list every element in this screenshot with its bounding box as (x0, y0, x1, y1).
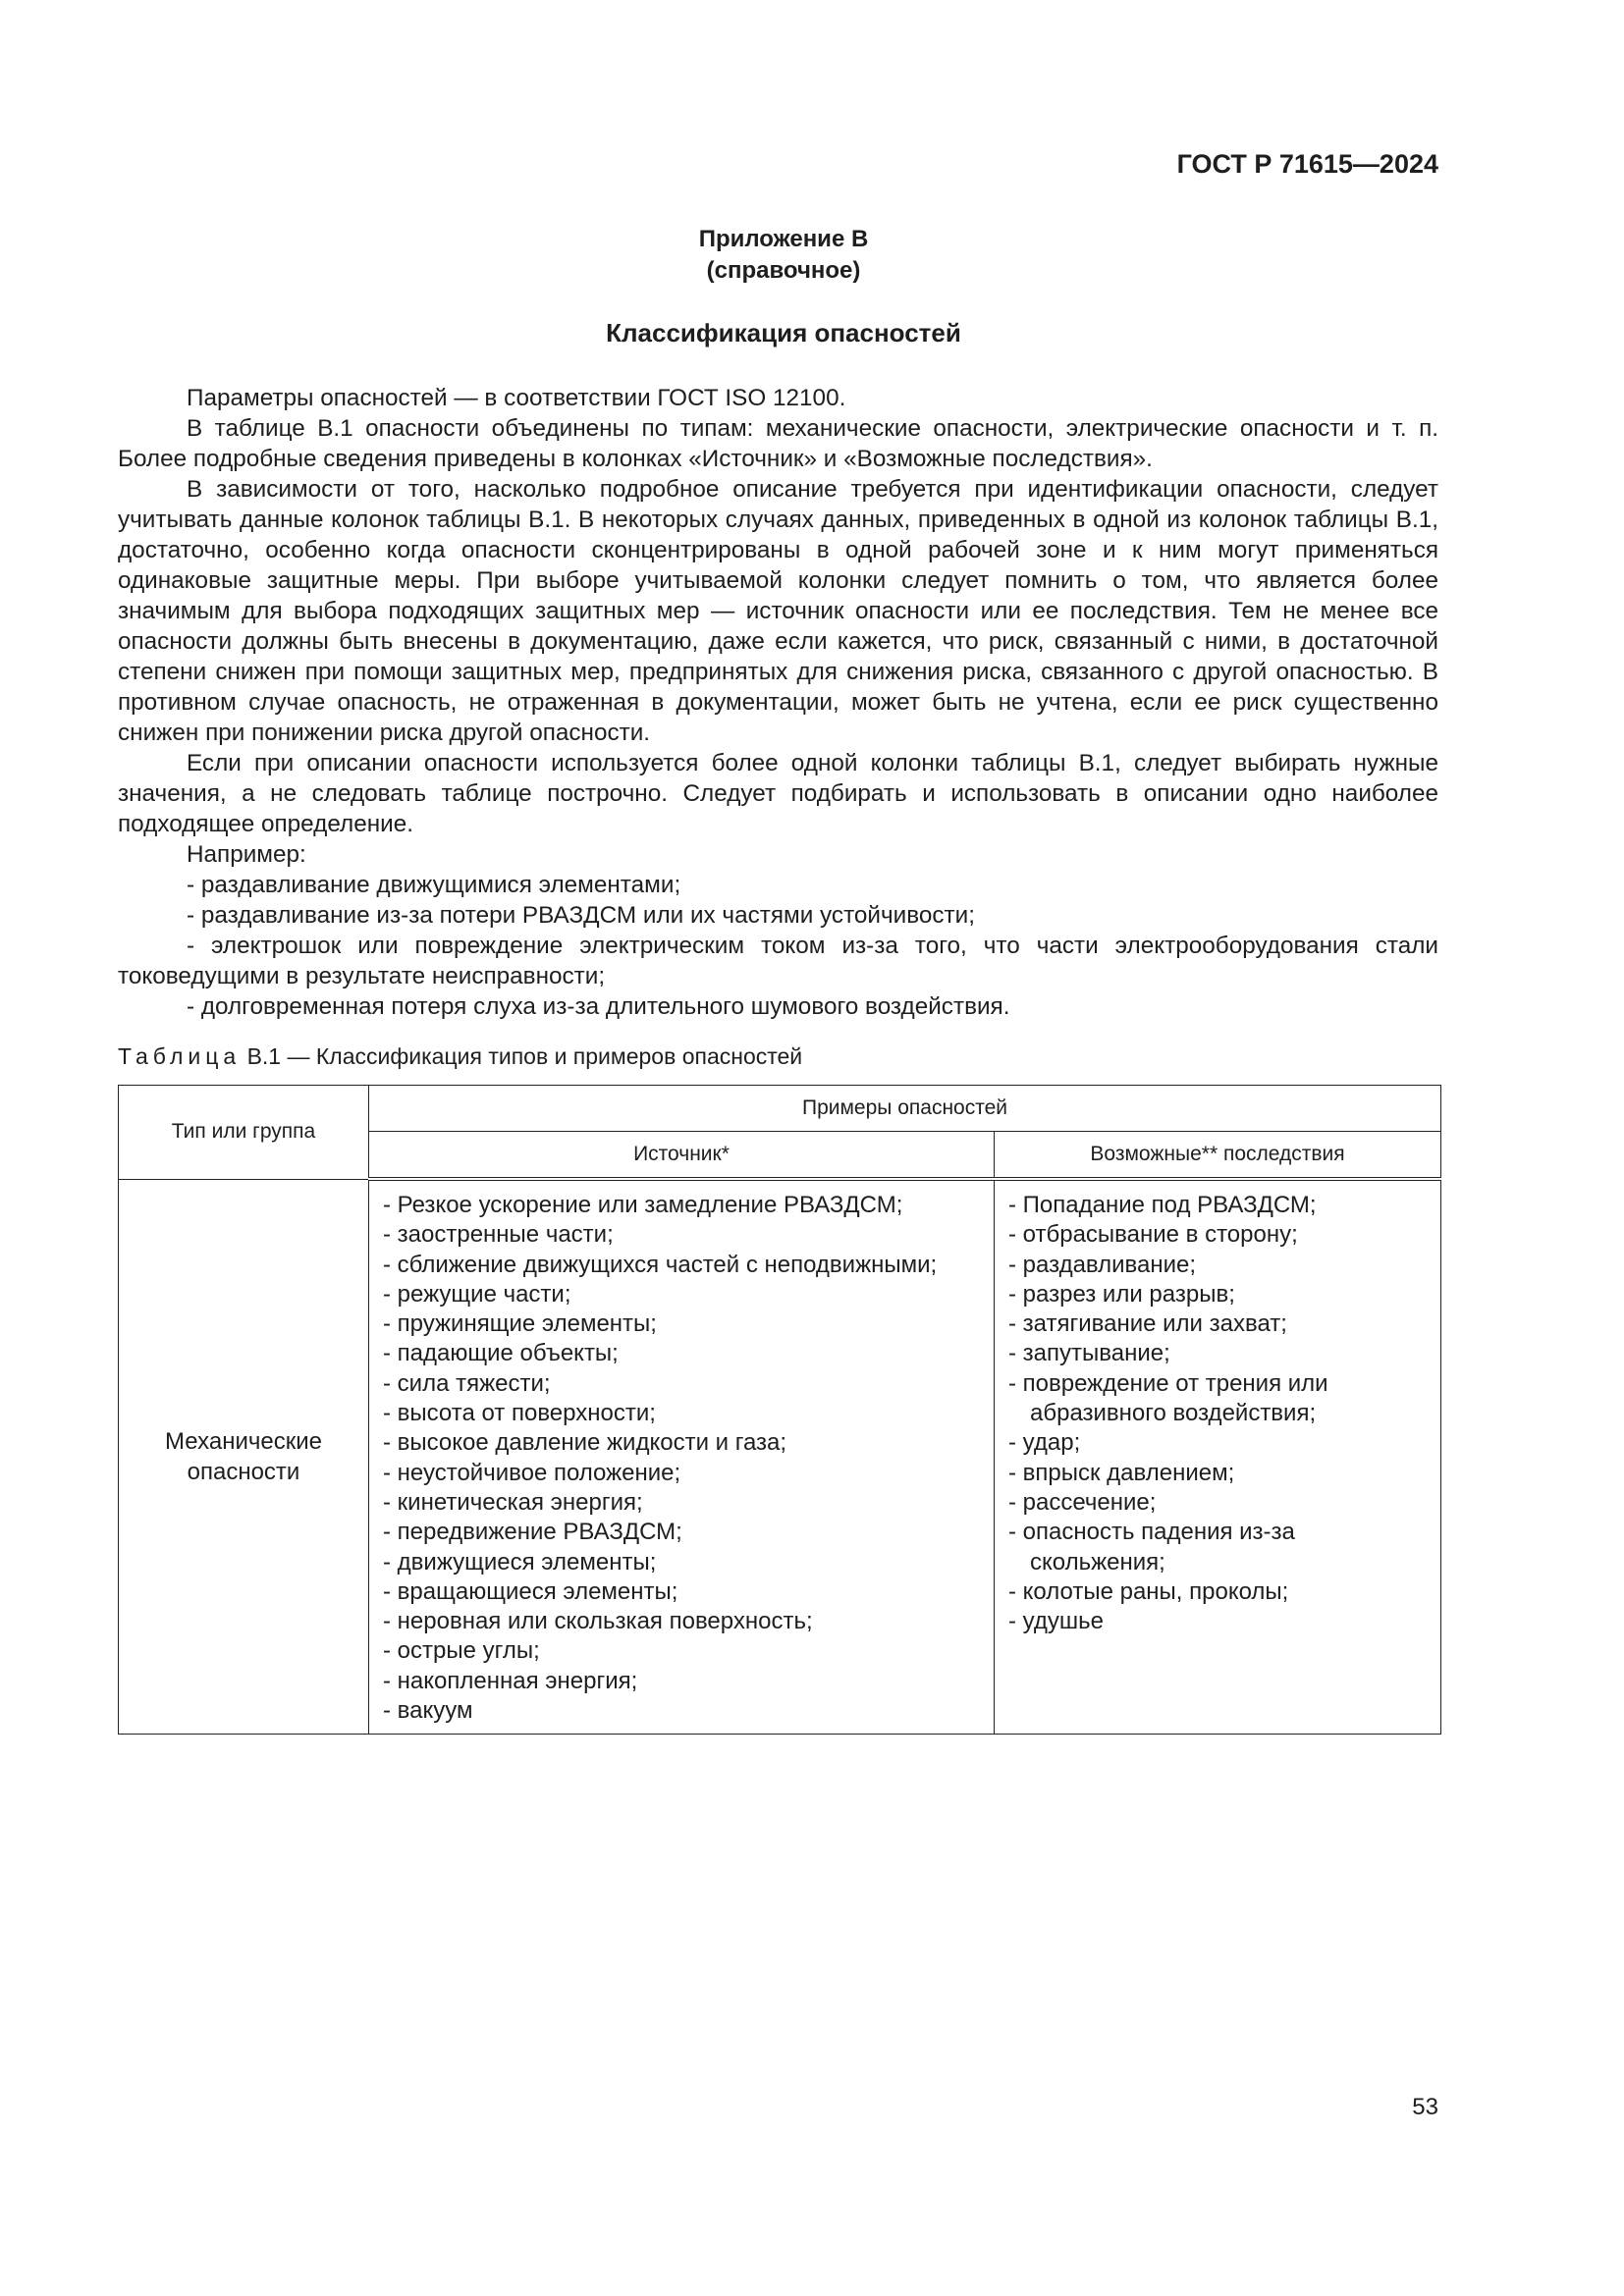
source-item: - кинетическая энергия; (383, 1488, 643, 1516)
paragraph: В зависимости от того, насколько подробное описание требуется при идентификации опасности, следует учитывать данные колонок таблицы В.1. В некоторых случаях данных, приведенных в одной из колонок таблицы В.1, достаточно, особенно когда опасности сконцентрированы в одной рабочей зоне и к ним могут применяться одинаковые защитные меры. При выборе учитываемой колонки следует помнить о том, что является более значимым для выбора подходящих защитных мер — источник опасности или ее последствия. Тем не менее все опасности должны быть внесены в документацию, даже если кажется, что риск, связанный с ними, в достаточной степени снижен при помощи защитных мер, предпринятых для снижения риска, связанного с другой опасностью. В противном случае опасность, не отраженная в документации, может быть не учтена, если ее риск существенно снижен при понижении риска другой опасности. (118, 476, 1438, 746)
table-caption-label: Таблица (118, 1043, 242, 1069)
header-consequences: Возможные** последствия (995, 1132, 1441, 1180)
consequence-item: - Попадание под РВАЗДСМ; (1008, 1192, 1317, 1218)
hazards-table (118, 1085, 1441, 1735)
source-item: - накопленная энергия; (383, 1667, 638, 1694)
source-item: - заостренные части; (383, 1221, 614, 1249)
source-item: - пружинящие элементы; (383, 1310, 657, 1338)
source-item: - сближение движущихся частей с неподвижными; (383, 1251, 938, 1278)
source-item: - передвижение РВАЗДСМ; (383, 1519, 682, 1546)
consequences-cell (995, 1179, 1441, 1735)
table-row (119, 1179, 1441, 1735)
header-examples: Примеры опасностей (369, 1086, 1441, 1132)
consequence-item: - повреждение от трения или абразивного воздействия; (1008, 1369, 1328, 1427)
paragraph: Параметры опасностей — в соответствии ГОСТ ISO 12100. (187, 385, 846, 411)
consequence-item: - затягивание или захват; (1008, 1310, 1287, 1338)
page-number: 53 (1412, 2094, 1438, 2120)
example-item: - долговременная потеря слуха из-за длительного шумового воздействия. (187, 993, 1010, 1020)
source-item: - падающие объекты; (383, 1340, 619, 1367)
paragraph: В таблице В.1 опасности объединены по типам: механические опасности, электрические опасности и т. п. Более подробные сведения приведены в колонках «Источник» и «Возможные последствия». (118, 415, 1438, 472)
consequence-item: - удушье (1008, 1608, 1104, 1635)
consequence-item: - колотые раны, проколы; (1008, 1577, 1289, 1605)
sources-cell (369, 1179, 995, 1735)
header-type: Тип или группа (119, 1086, 369, 1180)
section-title: Классификация опасностей (606, 318, 961, 347)
appendix-title: Приложение В (698, 226, 869, 252)
table-caption-text: В.1 — Классификация типов и примеров опасностей (246, 1043, 803, 1069)
source-item: - сила тяжести; (383, 1369, 551, 1397)
consequence-item: - впрыск давлением; (1008, 1459, 1235, 1486)
source-item: - вакуум (383, 1697, 473, 1725)
source-item: - высокое давление жидкости и газа; (383, 1429, 787, 1457)
consequence-item: - разрез или разрыв; (1008, 1280, 1235, 1308)
source-item: - движущиеся элементы; (383, 1548, 657, 1575)
source-item: - режущие части; (383, 1280, 571, 1308)
sources-list (383, 1191, 982, 1726)
consequences-list (1008, 1191, 1429, 1636)
hazard-type-cell: Механические опасности (119, 1179, 369, 1735)
consequence-item: - запутывание; (1008, 1340, 1170, 1367)
example-item: - электрошок или повреждение электрическим током из-за того, что части электрооборудования стали токоведущими в результате неисправности; (118, 933, 1438, 989)
consequence-item: - отбрасывание в сторону; (1008, 1221, 1298, 1249)
source-item: - острые углы; (383, 1637, 540, 1665)
source-item: - неровная или скользкая поверхность; (383, 1608, 813, 1635)
header-source: Источник* (369, 1132, 995, 1180)
consequence-item: - раздавливание; (1008, 1251, 1197, 1278)
consequence-item: - рассечение; (1008, 1488, 1157, 1516)
document-code: ГОСТ Р 71615—2024 (1176, 149, 1438, 179)
source-item: - неустойчивое положение; (383, 1459, 681, 1486)
table-caption (118, 1043, 802, 1070)
consequence-item: - удар; (1008, 1429, 1081, 1457)
source-item: - вращающиеся элементы; (383, 1577, 678, 1605)
body-text (118, 383, 1438, 1022)
consequence-item: - опасность падения из-за скольжения; (1008, 1519, 1295, 1575)
example-item: - раздавливание движущимися элементами; (187, 872, 681, 898)
source-item: - высота от поверхности; (383, 1400, 656, 1427)
paragraph: Если при описании опасности используется более одной колонки таблицы В.1, следует выбирать нужные значения, а не следовать таблице построчно. Следует подбирать и использовать в описании одно наиболее подходящее определение. (118, 750, 1438, 837)
source-item: - Резкое ускорение или замедление РВАЗДСМ; (383, 1192, 903, 1218)
appendix-heading (0, 224, 1567, 287)
paragraph: Например: (187, 841, 306, 868)
example-item: - раздавливание из-за потери РВАЗДСМ или их частями устойчивости; (187, 902, 975, 929)
appendix-subtitle: (справочное) (706, 257, 861, 284)
